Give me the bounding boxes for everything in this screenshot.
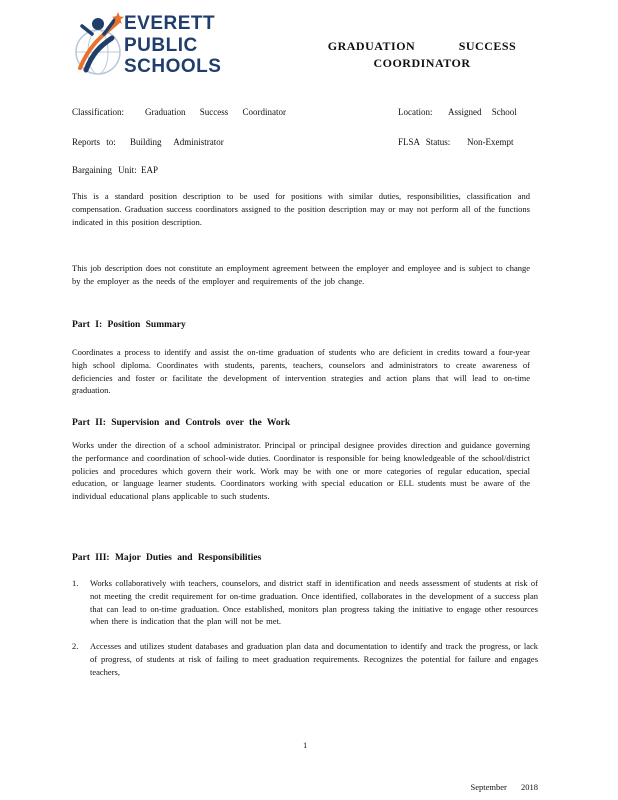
duty-text: Works collaboratively with teachers, counselors, and district staff in identification and needs assessment of students at risk of not meeting the credit requirement for on-time graduation. Once identified, collaborates in the development of a success plan that can lead to on-time graduation. Once established, monitors plan progress taking the initiative to engage other resources when there is indication that the plan will not be met. xyxy=(90,578,538,627)
classification-value: Graduation Success Coordinator xyxy=(145,107,286,117)
title-line-2: COORDINATOR xyxy=(373,56,471,70)
intro-paragraph-2: This job description does not constitute an employment agreement between the employer and employee and is subject to change by the employer as the needs of the employer and requirements of the job change. xyxy=(72,263,530,286)
location-value: Assigned School xyxy=(448,107,517,117)
part-2-heading: Part II: Supervision and Controls over the Work xyxy=(72,418,291,428)
part-2-text: Works under the direction of a school administrator. Principal or principal designee provides direction and guidance governing the performance and coordination of school-wide duties. Coordinator is responsible for being knowledgeable of the school/district policies and procedures which govern their work. Work may be with one or more categories of regular education, special education, or language learner students. Coordinators working with special education or ELL students must be aware of the individual educational plans applicable to such students. xyxy=(72,440,530,502)
duty-item xyxy=(72,577,538,628)
intro-paragraph-1: This is a standard position description to be used for positions with similar duties, responsibilities, classification and compensation. Graduation success coordinators assigned to the position description may or may not perform all of the functions indicated in this position description. xyxy=(72,191,530,227)
part-1-heading: Part I: Position Summary xyxy=(72,320,186,330)
part-1-text: Coordinates a process to identify and assist the on-time graduation of students who are deficient in credits toward a four-year high school diploma. Coordinates with students, parents, teachers, counselors and administrators to create awareness of deficiencies and foster or facilitate the development of intervention strategies and action plans that will lead to on-time graduation. xyxy=(72,347,530,396)
location-label: Location: xyxy=(398,107,433,117)
duty-item xyxy=(72,640,538,678)
reports-to-label: Reports to: xyxy=(72,137,116,147)
reports-to-value: Building Administrator xyxy=(130,137,224,147)
bargaining-value: EAP xyxy=(141,165,159,175)
flsa-value: Non-Exempt xyxy=(467,137,514,147)
everett-public-schools-logo xyxy=(72,10,242,82)
page-number: 1 xyxy=(303,740,308,750)
part-3-heading: Part III: Major Duties and Responsibilities xyxy=(72,553,262,563)
duty-number: 2. xyxy=(72,641,79,652)
revision-date: September 2018 xyxy=(470,782,538,792)
duties-list xyxy=(72,577,538,691)
title-line-1: GRADUATION SUCCESS xyxy=(327,39,517,53)
flsa-label: FLSA Status: xyxy=(398,137,451,147)
logo-globe-figure-icon xyxy=(72,10,124,80)
duty-number: 1. xyxy=(72,578,79,588)
bargaining-label: Bargaining Unit: xyxy=(72,165,137,175)
classification-label: Classification: xyxy=(72,107,124,117)
duty-text: Accesses and utilizes student databases and graduation plan data and documentation to identify and track the progress, or lack of progress, of students at risk of failing to meet graduation requirements. Recognizes the potential for failure and engages teachers, xyxy=(90,641,538,677)
logo-text-public: PUBLIC xyxy=(124,35,198,56)
logo-text-schools: SCHOOLS xyxy=(124,56,222,77)
document-title xyxy=(322,38,522,72)
logo-text-everett: EVERETT xyxy=(124,13,216,34)
